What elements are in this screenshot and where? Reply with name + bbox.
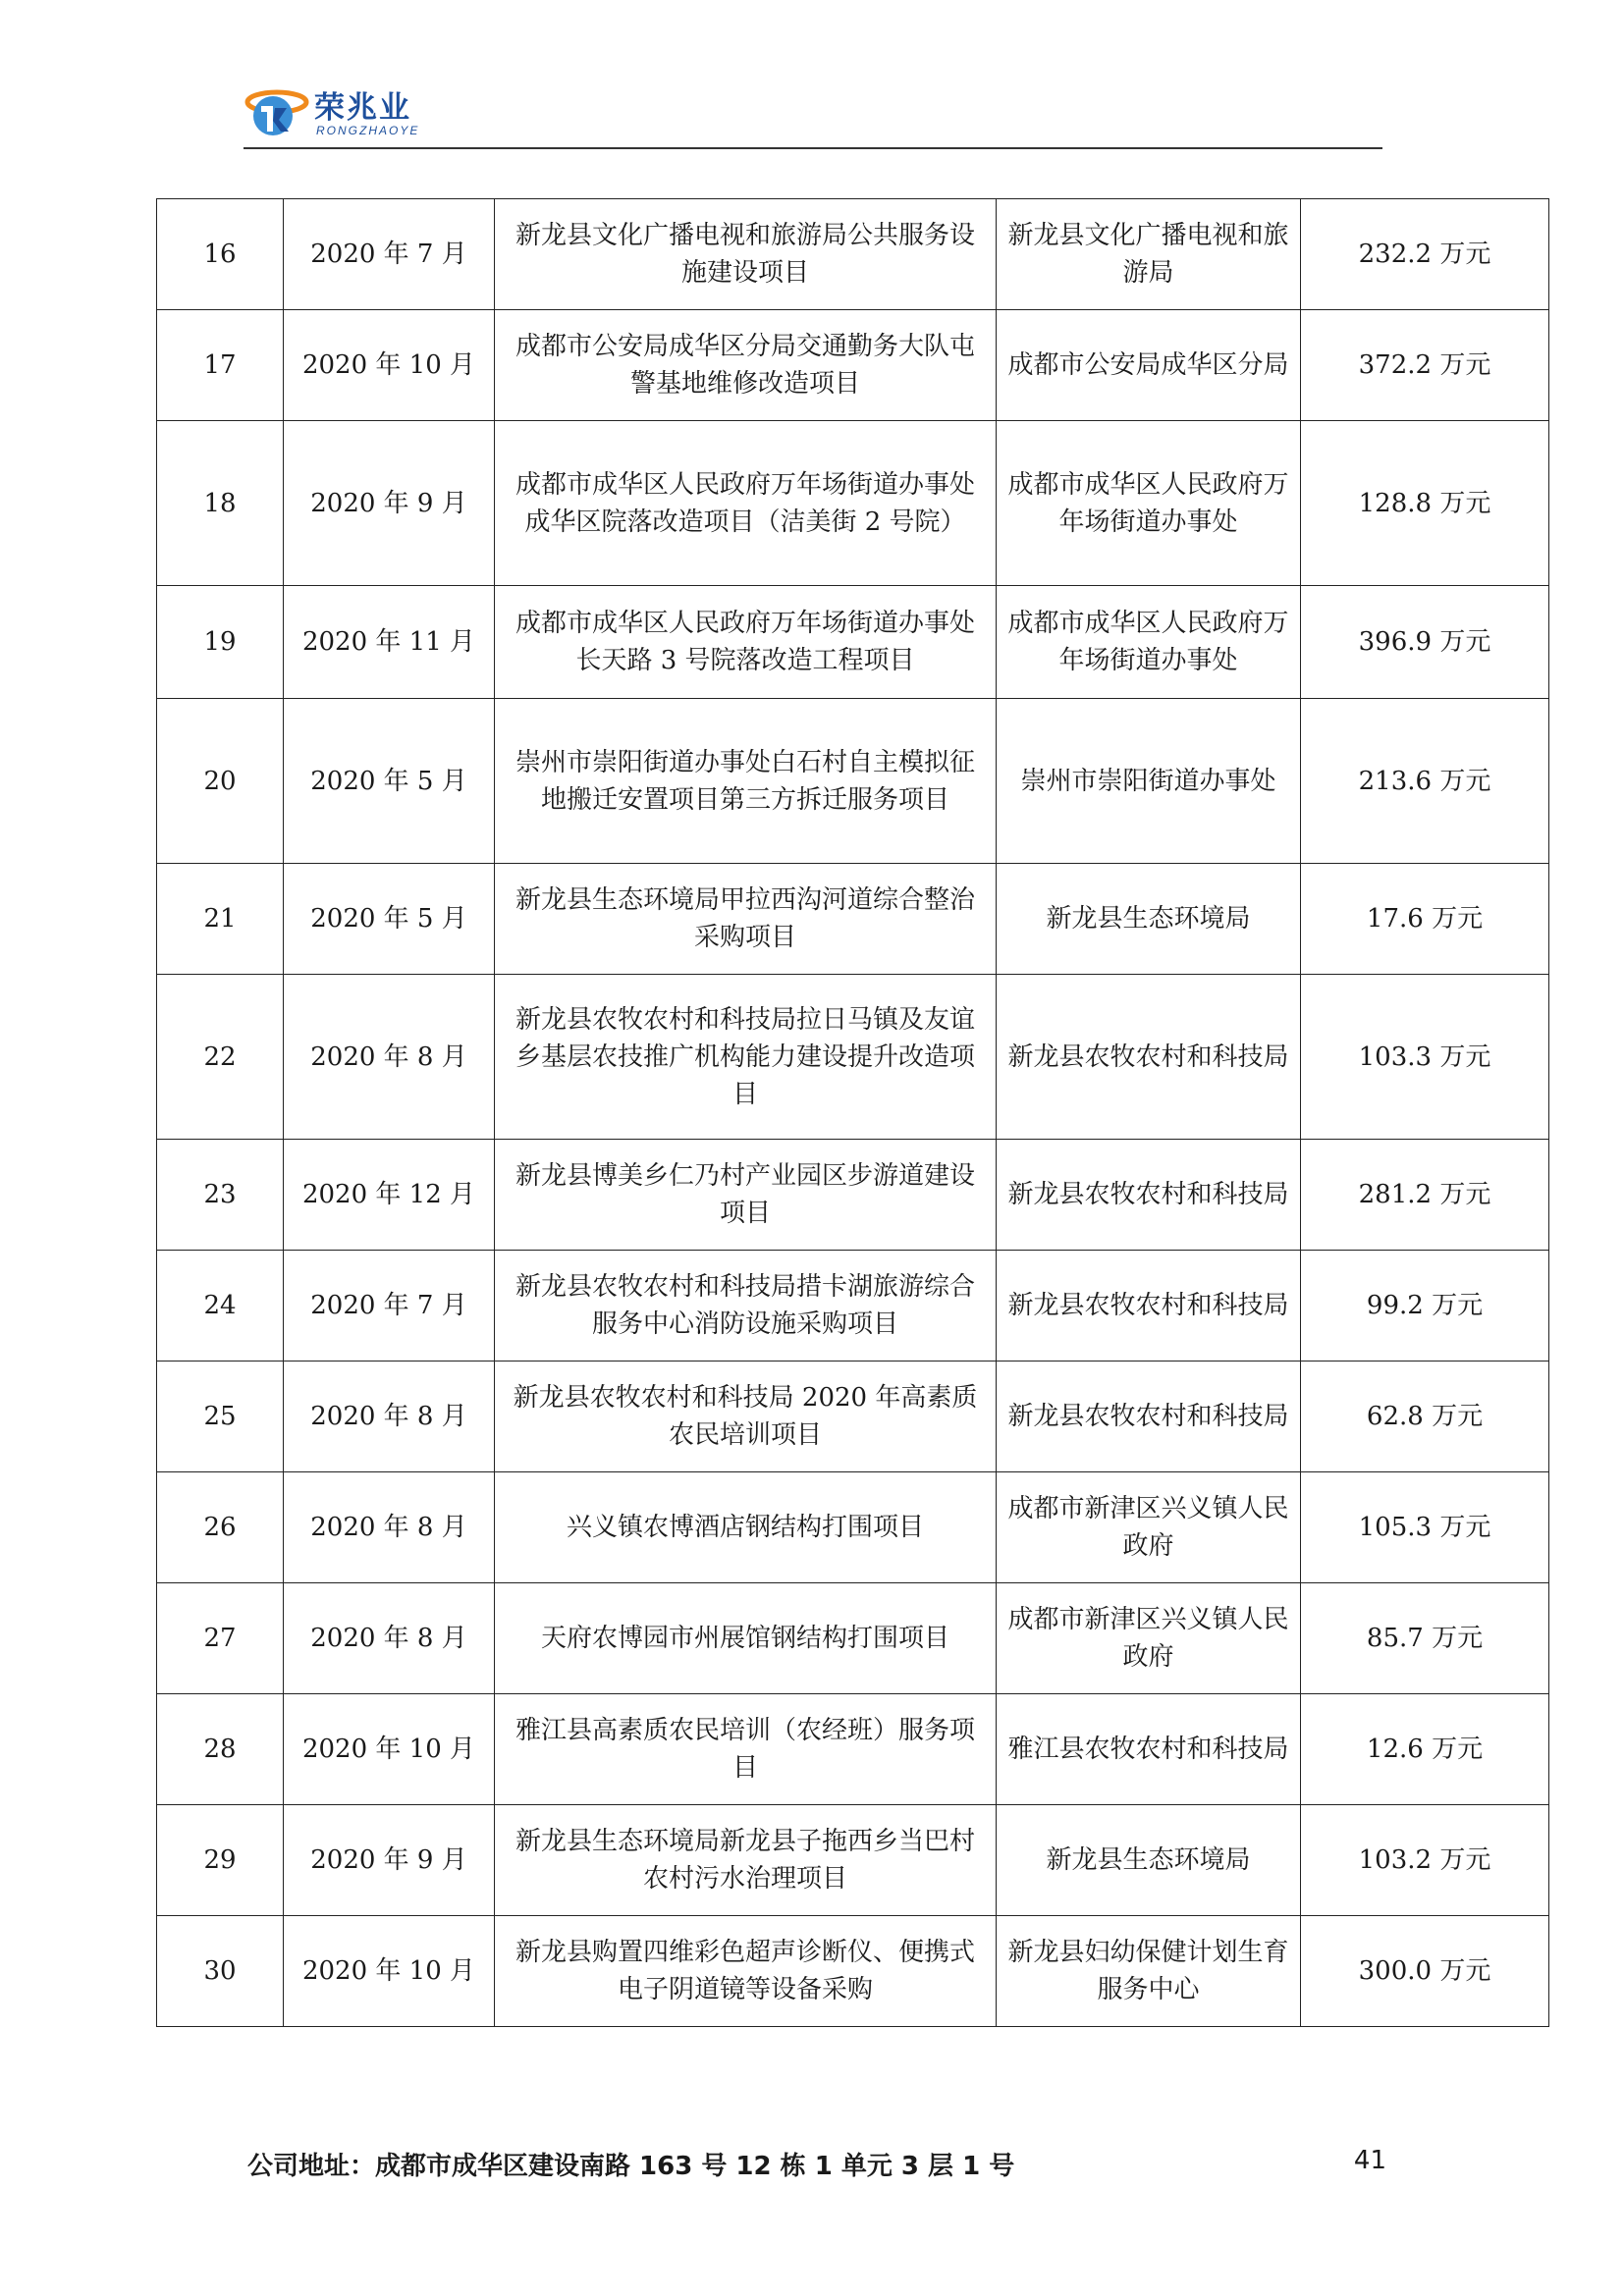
row-date: 2020 年 9 月 (284, 1805, 495, 1916)
row-number: 24 (157, 1251, 284, 1362)
row-project-name: 天府农博园市州展馆钢结构打围项目 (495, 1583, 997, 1694)
row-amount: 128.8 万元 (1301, 421, 1549, 586)
row-date: 2020 年 8 月 (284, 975, 495, 1140)
company-address: 公司地址：成都市成华区建设南路 163 号 12 栋 1 单元 3 层 1 号 (247, 2152, 1015, 2181)
row-project-name: 雅江县高素质农民培训（农经班）服务项目 (495, 1694, 997, 1805)
row-project-name: 新龙县购置四维彩色超声诊断仪、便携式电子阴道镜等设备采购 (495, 1916, 997, 2027)
row-amount: 12.6 万元 (1301, 1694, 1549, 1805)
row-owner: 成都市成华区人民政府万年场街道办事处 (997, 586, 1301, 699)
page-number: 41 (1353, 2146, 1386, 2175)
page-header (244, 71, 1382, 149)
row-owner: 成都市新津区兴义镇人民政府 (997, 1583, 1301, 1694)
row-amount: 103.2 万元 (1301, 1805, 1549, 1916)
row-amount: 213.6 万元 (1301, 699, 1549, 864)
table-row (157, 586, 1549, 699)
row-number: 30 (157, 1916, 284, 2027)
row-project-name: 新龙县博美乡仁乃村产业园区步游道建设项目 (495, 1140, 997, 1251)
row-date: 2020 年 5 月 (284, 864, 495, 975)
row-number: 21 (157, 864, 284, 975)
row-project-name: 新龙县文化广播电视和旅游局公共服务设施建设项目 (495, 199, 997, 310)
table-row (157, 1251, 1549, 1362)
row-project-name: 兴义镇农博酒店钢结构打围项目 (495, 1472, 997, 1583)
row-owner: 新龙县生态环境局 (997, 1805, 1301, 1916)
row-amount: 281.2 万元 (1301, 1140, 1549, 1251)
row-project-name: 新龙县农牧农村和科技局 2020 年高素质农民培训项目 (495, 1362, 997, 1472)
row-project-name: 崇州市崇阳街道办事处白石村自主模拟征地搬迁安置项目第三方拆迁服务项目 (495, 699, 997, 864)
row-owner: 新龙县生态环境局 (997, 864, 1301, 975)
row-date: 2020 年 9 月 (284, 421, 495, 586)
row-project-name: 新龙县农牧农村和科技局措卡湖旅游综合服务中心消防设施采购项目 (495, 1251, 997, 1362)
logo-english-name: RONGZHAOYE (316, 124, 420, 137)
row-project-name: 新龙县生态环境局甲拉西沟河道综合整治采购项目 (495, 864, 997, 975)
row-owner: 崇州市崇阳街道办事处 (997, 699, 1301, 864)
row-amount: 17.6 万元 (1301, 864, 1549, 975)
row-amount: 105.3 万元 (1301, 1472, 1549, 1583)
row-number: 19 (157, 586, 284, 699)
table-row (157, 1805, 1549, 1916)
row-number: 16 (157, 199, 284, 310)
row-number: 23 (157, 1140, 284, 1251)
table-row (157, 1472, 1549, 1583)
row-date: 2020 年 10 月 (284, 310, 495, 421)
row-owner: 新龙县农牧农村和科技局 (997, 975, 1301, 1140)
row-date: 2020 年 10 月 (284, 1694, 495, 1805)
table-row (157, 1916, 1549, 2027)
project-table (156, 198, 1549, 2027)
row-date: 2020 年 8 月 (284, 1472, 495, 1583)
table-row (157, 1694, 1549, 1805)
table-row (157, 1140, 1549, 1251)
row-date: 2020 年 7 月 (284, 199, 495, 310)
row-number: 22 (157, 975, 284, 1140)
row-amount: 103.3 万元 (1301, 975, 1549, 1140)
row-date: 2020 年 8 月 (284, 1362, 495, 1472)
row-project-name: 成都市公安局成华区分局交通勤务大队屯警基地维修改造项目 (495, 310, 997, 421)
page-footer (247, 2146, 1386, 2185)
row-date: 2020 年 10 月 (284, 1916, 495, 2027)
row-number: 18 (157, 421, 284, 586)
row-owner: 雅江县农牧农村和科技局 (997, 1694, 1301, 1805)
table-row (157, 1362, 1549, 1472)
table-row (157, 199, 1549, 310)
row-date: 2020 年 7 月 (284, 1251, 495, 1362)
row-amount: 99.2 万元 (1301, 1251, 1549, 1362)
row-owner: 成都市新津区兴义镇人民政府 (997, 1472, 1301, 1583)
row-owner: 成都市成华区人民政府万年场街道办事处 (997, 421, 1301, 586)
row-project-name: 新龙县生态环境局新龙县子拖西乡当巴村农村污水治理项目 (495, 1805, 997, 1916)
logo-mark-icon (244, 79, 312, 141)
row-owner: 新龙县妇幼保健计划生育服务中心 (997, 1916, 1301, 2027)
row-number: 17 (157, 310, 284, 421)
company-logo (244, 79, 568, 141)
row-date: 2020 年 11 月 (284, 586, 495, 699)
row-amount: 300.0 万元 (1301, 1916, 1549, 2027)
row-number: 25 (157, 1362, 284, 1472)
table-row (157, 864, 1549, 975)
row-amount: 396.9 万元 (1301, 586, 1549, 699)
row-number: 27 (157, 1583, 284, 1694)
table-row (157, 975, 1549, 1140)
row-date: 2020 年 12 月 (284, 1140, 495, 1251)
row-owner: 新龙县文化广播电视和旅游局 (997, 199, 1301, 310)
row-amount: 85.7 万元 (1301, 1583, 1549, 1694)
row-project-name: 成都市成华区人民政府万年场街道办事处成华区院落改造项目（洁美街 2 号院） (495, 421, 997, 586)
row-number: 29 (157, 1805, 284, 1916)
row-amount: 372.2 万元 (1301, 310, 1549, 421)
row-number: 20 (157, 699, 284, 864)
row-owner: 新龙县农牧农村和科技局 (997, 1140, 1301, 1251)
row-owner: 新龙县农牧农村和科技局 (997, 1251, 1301, 1362)
table-row (157, 699, 1549, 864)
row-number: 28 (157, 1694, 284, 1805)
row-owner: 成都市公安局成华区分局 (997, 310, 1301, 421)
row-project-name: 新龙县农牧农村和科技局拉日马镇及友谊乡基层农技推广机构能力建设提升改造项目 (495, 975, 997, 1140)
table-row (157, 421, 1549, 586)
row-date: 2020 年 5 月 (284, 699, 495, 864)
row-amount: 62.8 万元 (1301, 1362, 1549, 1472)
row-owner: 新龙县农牧农村和科技局 (997, 1362, 1301, 1472)
row-amount: 232.2 万元 (1301, 199, 1549, 310)
header-divider (244, 147, 1382, 149)
row-date: 2020 年 8 月 (284, 1583, 495, 1694)
row-project-name: 成都市成华区人民政府万年场街道办事处长天路 3 号院落改造工程项目 (495, 586, 997, 699)
table-row (157, 310, 1549, 421)
row-number: 26 (157, 1472, 284, 1583)
table-row (157, 1583, 1549, 1694)
logo-chinese-name: 荣兆业 (314, 90, 411, 126)
